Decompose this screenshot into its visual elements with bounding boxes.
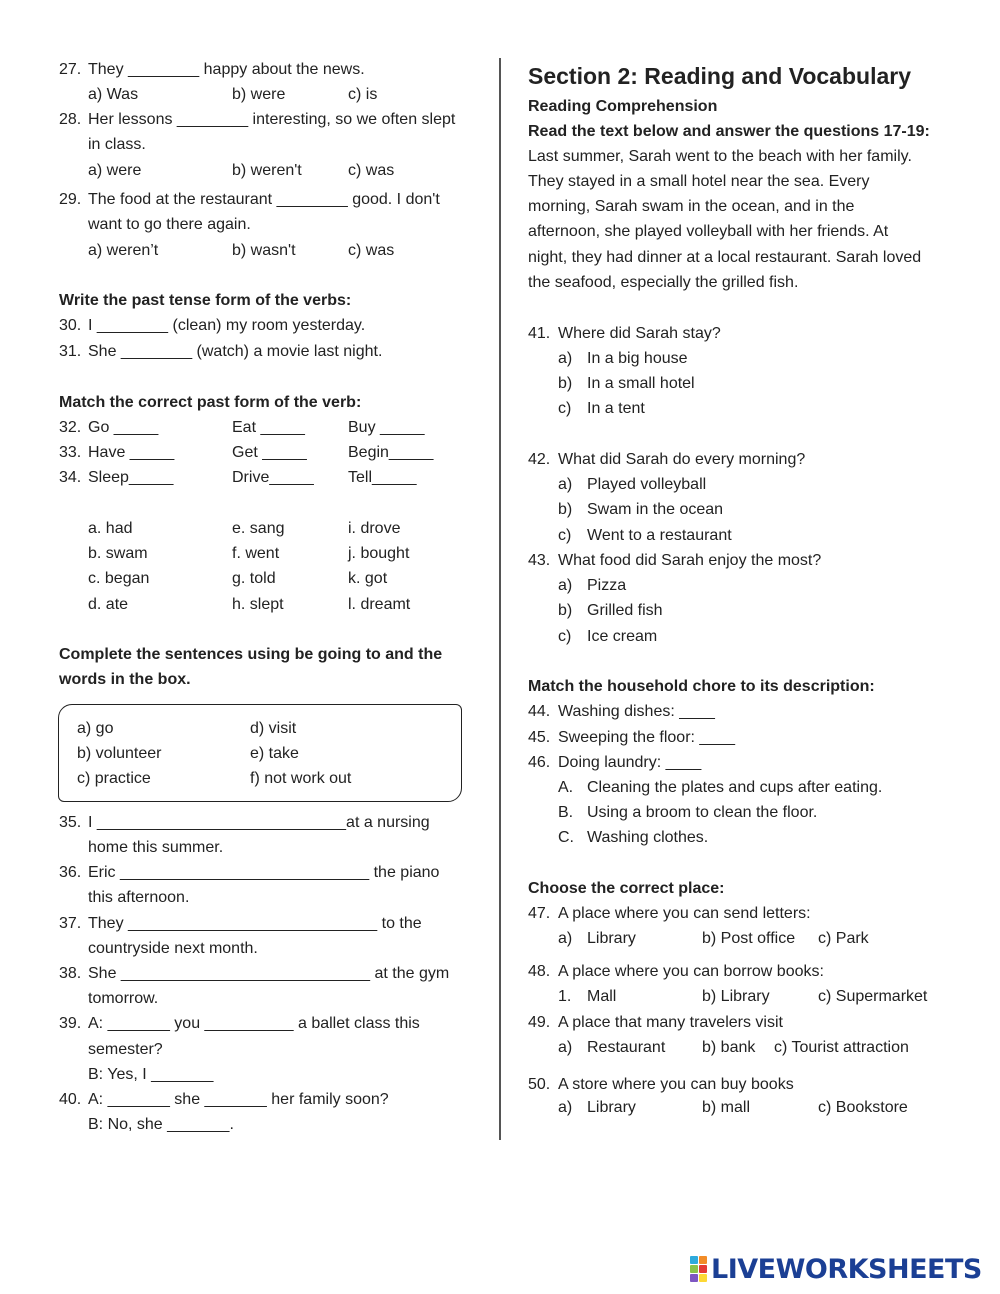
worksheet-text: Cleaning the plates and cups after eating.: [587, 779, 883, 796]
worksheet-text: They ____________________________ to the: [88, 915, 422, 932]
worksheet-text: c) practice: [77, 770, 151, 787]
worksheet-text: c) Tourist attraction: [774, 1039, 909, 1056]
worksheet-text: They stayed in a small hotel near the sea. Every: [528, 173, 870, 190]
worksheet-text: night, they had dinner at a local restaurant. Sarah loved: [528, 249, 922, 266]
worksheet-text: B: Yes, I _______: [88, 1066, 214, 1083]
worksheet-text: 38.: [59, 965, 82, 982]
worksheet-text: b): [558, 602, 573, 619]
worksheet-text: Go _____: [88, 419, 159, 436]
worksheet-text: Library: [587, 1099, 636, 1116]
footer-logo[interactable]: [690, 1253, 982, 1285]
worksheet-text: b. swam: [88, 545, 148, 562]
worksheet-text: c) was: [348, 242, 395, 259]
worksheet-text: b) Library: [702, 988, 770, 1005]
worksheet-text: B: No, she _______.: [88, 1116, 234, 1133]
worksheet-text: the seafood, especially the grilled fish.: [528, 274, 799, 291]
worksheet-text: 43.: [528, 552, 551, 569]
worksheet-text: Pizza: [587, 577, 627, 594]
worksheet-text: 46.: [528, 754, 551, 771]
worksheet-text: a): [558, 930, 573, 947]
instruction-heading: Read the text below and answer the questions 17-19:: [528, 123, 930, 140]
worksheet-text: a): [558, 350, 573, 367]
worksheet-text: l. dreamt: [348, 596, 411, 613]
worksheet-text: 45.: [528, 729, 551, 746]
worksheet-text: The food at the restaurant ________ good. I don't: [88, 191, 440, 208]
worksheet-text: They ________ happy about the news.: [88, 61, 365, 78]
worksheet-text: a): [558, 1099, 573, 1116]
worksheet-text: 50.: [528, 1076, 551, 1093]
worksheet-text: b) were: [232, 86, 286, 103]
worksheet-text: A: _______ you __________ a ballet class this: [88, 1015, 420, 1032]
section-title: Section 2: Reading and Vocabulary: [528, 63, 911, 89]
worksheet-text: 49.: [528, 1014, 551, 1031]
worksheet-text: B.: [558, 804, 574, 821]
worksheet-text: a) were: [88, 162, 142, 179]
worksheet-text: Mall: [587, 988, 617, 1005]
worksheet-text: c): [558, 628, 572, 645]
worksheet-text: A: _______ she _______ her family soon?: [88, 1091, 389, 1108]
worksheet-text: k. got: [348, 570, 388, 587]
worksheet-text: What did Sarah do every morning?: [558, 451, 806, 468]
worksheet-text: In a big house: [587, 350, 688, 367]
worksheet-text: Restaurant: [587, 1039, 666, 1056]
worksheet-text: In a tent: [587, 400, 645, 417]
worksheet-text: 48.: [528, 963, 551, 980]
worksheet-text: a): [558, 476, 573, 493]
instruction-heading: words in the box.: [59, 671, 191, 688]
liveworksheets-grid-icon: [690, 1256, 707, 1282]
worksheet-text: Tell_____: [348, 469, 417, 486]
instruction-heading: Choose the correct place:: [528, 880, 725, 897]
worksheet-text: Have _____: [88, 444, 175, 461]
worksheet-text: a) go: [77, 720, 114, 737]
worksheet-text: 32.: [59, 419, 82, 436]
worksheet-text: Eat _____: [232, 419, 305, 436]
instruction-heading: Match the household chore to its description:: [528, 678, 875, 695]
worksheet-text: d. ate: [88, 596, 129, 613]
worksheet-text: c) Supermarket: [818, 988, 928, 1005]
instruction-heading: Match the correct past form of the verb:: [59, 394, 362, 411]
worksheet-text: Sleep_____: [88, 469, 174, 486]
worksheet-text: 35.: [59, 814, 82, 831]
worksheet-text: c) Park: [818, 930, 869, 947]
worksheet-text: A place where you can borrow books:: [558, 963, 824, 980]
worksheet-text: In a small hotel: [587, 375, 695, 392]
worksheet-text: What food did Sarah enjoy the most?: [558, 552, 822, 569]
worksheet-text: morning, Sarah swam in the ocean, and in the: [528, 198, 855, 215]
worksheet-text: c) was: [348, 162, 395, 179]
worksheet-text: b) Post office: [702, 930, 796, 947]
worksheet-text: h. slept: [232, 596, 284, 613]
instruction-heading: Complete the sentences using be going to and the: [59, 646, 443, 663]
worksheet-text: 29.: [59, 191, 82, 208]
worksheet-text: b) wasn't: [232, 242, 296, 259]
worksheet-text: 34.: [59, 469, 82, 486]
worksheet-text: g. told: [232, 570, 276, 587]
worksheet-text: 28.: [59, 111, 82, 128]
worksheet-text: b) volunteer: [77, 745, 162, 762]
worksheet-text: 39.: [59, 1015, 82, 1032]
worksheet-text: b) mall: [702, 1099, 751, 1116]
worksheet-text: 1.: [558, 988, 572, 1005]
worksheet-text: c): [558, 400, 572, 417]
worksheet-text: Went to a restaurant: [587, 527, 732, 544]
worksheet-text: Where did Sarah stay?: [558, 325, 721, 342]
worksheet-text: Doing laundry: ____: [558, 754, 702, 771]
worksheet-text: Get _____: [232, 444, 307, 461]
worksheet-text: c): [558, 527, 572, 544]
word-box: [58, 704, 462, 802]
worksheet-text: Washing clothes.: [587, 829, 709, 846]
worksheet-text: A place where you can send letters:: [558, 905, 811, 922]
worksheet-text: f) not work out: [250, 770, 352, 787]
instruction-heading: Reading Comprehension: [528, 98, 718, 115]
worksheet-text: b): [558, 501, 573, 518]
worksheet-text: d) visit: [250, 720, 297, 737]
worksheet-text: 41.: [528, 325, 551, 342]
worksheet-text: Using a broom to clean the floor.: [587, 804, 818, 821]
worksheet-text: c) is: [348, 86, 378, 103]
worksheet-text: 44.: [528, 703, 551, 720]
worksheet-text: b) weren't: [232, 162, 302, 179]
worksheet-text: Last summer, Sarah went to the beach with her family.: [528, 148, 912, 165]
worksheet-text: C.: [558, 829, 574, 846]
worksheet-text: A place that many travelers visit: [558, 1014, 783, 1031]
worksheet-text: Washing dishes: ____: [558, 703, 715, 720]
worksheet-text: 33.: [59, 444, 82, 461]
worksheet-text: this afternoon.: [88, 889, 190, 906]
worksheet-text: Grilled fish: [587, 602, 663, 619]
worksheet-text: A store where you can buy books: [558, 1076, 794, 1093]
worksheet-text: She ____________________________ at the gym: [88, 965, 450, 982]
worksheet-text: countryside next month.: [88, 940, 258, 957]
worksheet-text: semester?: [88, 1041, 163, 1058]
worksheet-text: i. drove: [348, 520, 401, 537]
worksheet-text: 31.: [59, 343, 82, 360]
worksheet-text: 42.: [528, 451, 551, 468]
worksheet-text: b) bank: [702, 1039, 756, 1056]
worksheet-text: She ________ (watch) a movie last night.: [88, 343, 383, 360]
worksheet-text: I ____________________________at a nursing: [88, 814, 430, 831]
worksheet-text: Drive_____: [232, 469, 314, 486]
worksheet-text: Sweeping the floor: ____: [558, 729, 736, 746]
worksheet-text: a) weren’t: [88, 242, 159, 259]
worksheet-text: e. sang: [232, 520, 285, 537]
worksheet-text: Buy _____: [348, 419, 425, 436]
worksheet-text: Played volleyball: [587, 476, 707, 493]
worksheet-text: A.: [558, 779, 574, 796]
worksheet-text: a): [558, 577, 573, 594]
worksheet-text: Ice cream: [587, 628, 658, 645]
worksheet-text: j. bought: [348, 545, 410, 562]
worksheet-text: a) Was: [88, 86, 139, 103]
worksheet-text: a): [558, 1039, 573, 1056]
worksheet-text: a. had: [88, 520, 133, 537]
column-divider: [499, 58, 501, 1140]
logo-text: LIVEWORKSHEETS: [711, 1253, 982, 1285]
worksheet-text: Begin_____: [348, 444, 434, 461]
worksheet-text: 36.: [59, 864, 82, 881]
worksheet-text: e) take: [250, 745, 299, 762]
worksheet-text: b): [558, 375, 573, 392]
worksheet-text: 37.: [59, 915, 82, 932]
worksheet-text: c. began: [88, 570, 150, 587]
worksheet-text: 40.: [59, 1091, 82, 1108]
worksheet-text: I ________ (clean) my room yesterday.: [88, 317, 366, 334]
instruction-heading: Write the past tense form of the verbs:: [59, 292, 352, 309]
worksheet-text: Library: [587, 930, 636, 947]
worksheet-text: Her lessons ________ interesting, so we often slept: [88, 111, 456, 128]
worksheet-text: in class.: [88, 136, 146, 153]
worksheet-text: 27.: [59, 61, 82, 78]
worksheet-text: afternoon, she played volleyball with her friends. At: [528, 223, 889, 240]
worksheet-text: c) Bookstore: [818, 1099, 908, 1116]
worksheet-text: 30.: [59, 317, 82, 334]
worksheet-text: 47.: [528, 905, 551, 922]
worksheet-text: Eric ____________________________ the piano: [88, 864, 440, 881]
worksheet-text: tomorrow.: [88, 990, 159, 1007]
worksheet-text: Swam in the ocean: [587, 501, 724, 518]
worksheet-text: f. went: [232, 545, 280, 562]
worksheet-text: want to go there again.: [88, 216, 251, 233]
worksheet-text: home this summer.: [88, 839, 224, 856]
